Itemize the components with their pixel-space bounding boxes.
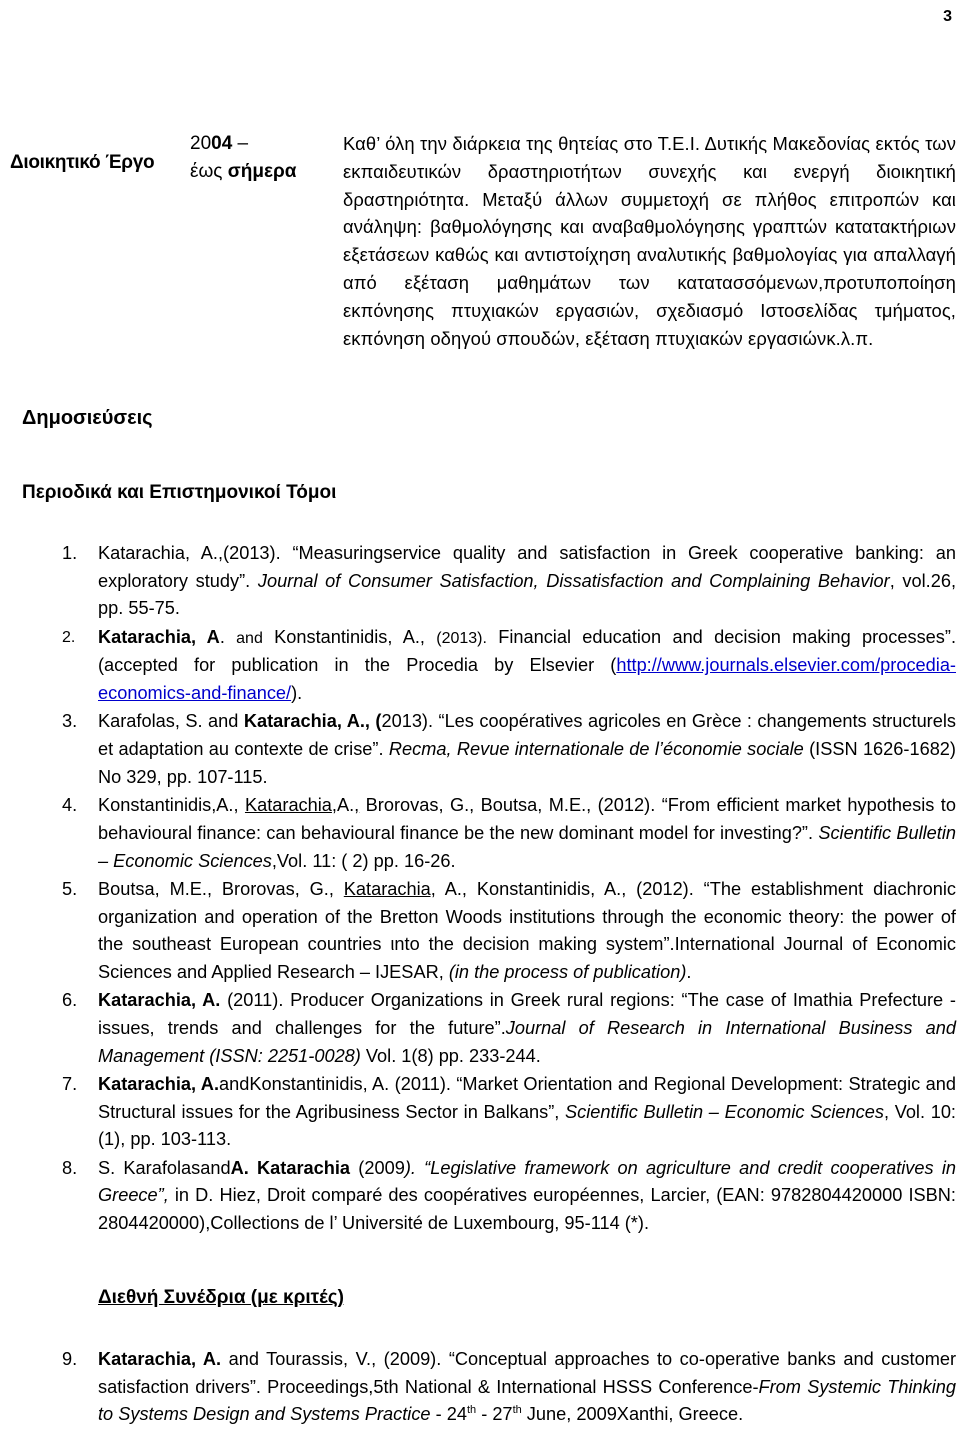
publication-item	[62, 987, 956, 1070]
publications-heading: Δημοσιεύσεις	[22, 407, 153, 429]
author-name: Katarachia, A.	[98, 1073, 219, 1094]
author-name: Katarachia, A.	[98, 990, 221, 1011]
period-from-pre: 20	[190, 133, 212, 154]
item-number: 1.	[62, 543, 78, 563]
item-text: - 24	[430, 1404, 467, 1425]
item-text: Konstantinidis,A.,	[98, 795, 245, 816]
item-text: (2013).	[436, 629, 487, 647]
admin-section-label: Διοικητικό Έργο	[10, 152, 155, 173]
item-text: andKonstantinidis, A. (2011). “Market Orientation and Regional Development: Strategic and Structural issues for the Agribusiness Sector in Balkans”,	[98, 1073, 956, 1122]
conferences-heading: Διεθνή Συνέδρια (με κριτές)	[98, 1287, 344, 1308]
item-text: ,A.	[331, 795, 355, 816]
journal-publication-list	[62, 540, 957, 1238]
page-number: 3	[943, 8, 952, 25]
superscript: th	[512, 1404, 522, 1417]
journal-name: Scientific Bulletin – Economic Sciences	[98, 822, 956, 871]
conference-name: From Systemic Thinking to Systems Design and Systems Practice	[98, 1376, 956, 1425]
publication-item	[62, 708, 956, 791]
item-text: A., Konstantinidis, A., (2012). “The establishment diachronic organization and operation of the Bretton Woods institutions through the economic theory: the power of the southeast European countries ιnto the decision making system”.International Journal of Economic Sciences and Applied Research – IJESAR,	[98, 878, 956, 982]
item-text: , vol.26, pp. 55-75.	[98, 570, 956, 619]
item-text: (2009	[350, 1157, 405, 1178]
publication-item	[62, 540, 956, 623]
admin-description: Καθ’ όλη την διάρκεια της θητείας στο Τ.Ε.Ι. Δυτικής Μακεδονίας εκτός των εκπαιδευτικών δραστηριοτήτων συνεχής και ενεργή διοικητική δραστηριότητα. Μεταξύ άλλων συμμετοχή σε πλήθος επιτροπών και ανάληψη: βαθμολόγησης και αναβαθμολόγησης γραπτών κατατακτήριων εξετάσεων καθώς και αντιστοίχηση αναλυτικής βαθμολογίας για απαλλαγή από εξέταση μαθημάτων των κατατασσόμενων,προτυποποίηση εκπόνησης πτυχιακών εργασιών, σχεδιασμό Ιστοσελίδας τμήματος, εκπόνηση οδηγού σπουδών, εξέταση πτυχιακών εργασιώνκ.λ.π.	[343, 133, 956, 349]
item-text: Brorovas, G., Boutsa, M.E., (2012). “From efficient market hypothesis to behavioural finance: can behavioural finance be the new dominant model for investing?”.	[98, 795, 956, 843]
procedia-link[interactable]: http://www.journals.elsevier.com/procedia-economics-and-finance/	[98, 655, 956, 704]
journal-name: Scientific Bulletin – Economic Sciences	[565, 1101, 884, 1122]
item-number: 8.	[62, 1157, 78, 1178]
item-text: - 27	[476, 1404, 513, 1425]
author-name: Katarachia, A	[98, 626, 220, 647]
item-text: S. Karafolasand	[98, 1157, 231, 1178]
period-from-bold: 04	[211, 133, 233, 154]
item-text: ,	[354, 795, 360, 816]
publication-item	[62, 1346, 957, 1429]
publication-item	[62, 792, 956, 875]
publication-item	[62, 1071, 956, 1154]
admin-period	[190, 130, 296, 186]
author-name: Katarachia, A.	[98, 1349, 222, 1369]
publication-item	[62, 1155, 956, 1238]
period-dash: –	[232, 133, 249, 154]
journal-name: Journal of Consumer Satisfaction, Dissatisfaction and Complaining Behavior	[257, 570, 890, 591]
item-text: ).	[291, 683, 303, 704]
item-text: ). “Legislative framework on agriculture and credit cooperatives in Greece”,	[98, 1157, 956, 1206]
item-text: .	[686, 961, 692, 982]
item-number: 9.	[62, 1349, 78, 1369]
item-number: 5.	[62, 878, 78, 899]
item-text: 2013). “Les coopératives agricoles en Grèce : changements structurels et adaptation au contexte de crise”.	[98, 711, 956, 760]
author-name: Katarachia	[244, 795, 332, 816]
item-text: and	[236, 629, 263, 647]
journal-name: Journal of Research in International Business and Management (ISSN: 2251-0028)	[98, 1017, 956, 1066]
period-to-pre: έως	[190, 161, 228, 182]
item-text: Vol. 1(8) pp. 233-244.	[360, 1045, 541, 1066]
superscript: th	[466, 1404, 477, 1417]
item-text: Boutsa, M.E., Brorovas, G.,	[98, 878, 344, 899]
item-text: (ISSN 1626-1682) No 329, pp. 107-115.	[98, 739, 956, 787]
item-text: in D. Hiez, Droit comparé des coopératives européennes, Larcier, (EAN: 9782804420000 ISBN: 2804420000),Collections de l’ Université de Luxembourg, 95-114 (*).	[98, 1185, 956, 1234]
author-name: A. Katarachia	[230, 1157, 351, 1178]
item-text: Konstantinidis, A.,	[262, 626, 437, 647]
item-text: June, 2009Xanthi, Greece.	[521, 1404, 744, 1425]
author-name: Katarachia, A., (	[243, 711, 382, 732]
publication-item	[62, 876, 956, 987]
item-text: (in the process of publication)	[448, 961, 687, 982]
conference-publication-list	[62, 1346, 957, 1430]
item-number: 2.	[62, 628, 76, 646]
item-number: 4.	[62, 795, 78, 816]
journal-name: Recma, Revue internationale de l’économie sociale	[388, 739, 804, 760]
item-number: 3.	[62, 711, 78, 732]
journals-heading: Περιοδικά και Επιστημονικοί Τόμοι	[22, 482, 337, 503]
author-name: Katarachia,	[343, 878, 436, 899]
period-to-bold: σήμερα	[227, 161, 297, 182]
item-text: ,Vol. 11: ( 2) pp. 16-26.	[271, 850, 456, 871]
item-text: (2011). Producer Organizations in Greek rural regions: “The case of Imathia Prefecture - issues, trends and challenges for the future”.	[98, 990, 956, 1038]
item-text: (accepted for publication in the Procedia by Elsevier (	[98, 655, 617, 676]
item-text: Katarachia, A.,(2013). “Measuringservice quality and satisfaction in Greek cooperative banking: an exploratory study”.	[98, 543, 956, 591]
item-text: .	[219, 626, 237, 647]
item-text: , Vol. 10: (1), pp. 103-113.	[98, 1101, 956, 1150]
item-number: 6.	[62, 990, 78, 1011]
item-number: 7.	[62, 1073, 78, 1094]
item-text: and Tourassis, V., (2009). “Conceptual approaches to co-operative banks and customer satisfaction drivers”. Proceedings,5th National & International HSSS Conference-	[98, 1349, 957, 1397]
item-text: Financial education and decision making processes”.	[486, 626, 957, 647]
publication-item	[62, 624, 957, 708]
item-text: Karafolas, S. and	[98, 711, 244, 732]
